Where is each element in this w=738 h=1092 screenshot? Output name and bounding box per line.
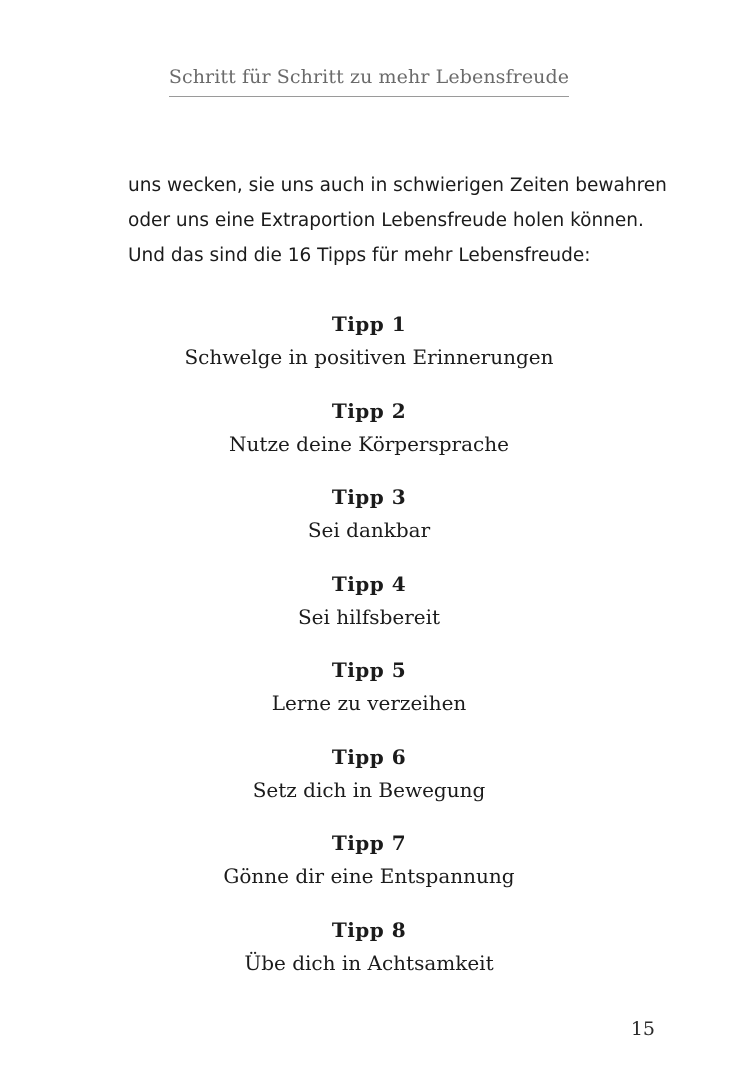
intro-line: oder uns eine Extraportion Lebensfreude holen können. xyxy=(128,210,644,231)
running-header-title: Schritt für Schritt zu mehr Lebensfreude xyxy=(169,66,569,97)
tip-text: Gönne dir eine Entspannung xyxy=(223,864,515,888)
tip-item xyxy=(0,394,738,481)
running-header xyxy=(0,66,738,97)
tip-title: Tipp 2 xyxy=(331,398,407,423)
intro-paragraph xyxy=(128,168,688,273)
tip-title: Tipp 4 xyxy=(331,571,407,596)
tip-title: Tipp 8 xyxy=(331,917,407,942)
tip-title: Tipp 5 xyxy=(331,658,407,682)
tip-title: Tipp 6 xyxy=(331,744,407,769)
tip-text: Sei dankbar xyxy=(307,518,431,542)
tip-text: Schwelge in positiven Erinnerungen xyxy=(184,345,554,369)
tip-item xyxy=(0,653,738,740)
tip-text: Lerne zu verzeihen xyxy=(271,691,467,715)
tip-title: Tipp 1 xyxy=(331,312,407,336)
tip-item xyxy=(0,740,738,827)
tip-item xyxy=(0,480,738,567)
tip-text: Nutze deine Körpersprache xyxy=(229,431,509,456)
tip-title: Tipp 7 xyxy=(331,831,407,855)
intro-line: uns wecken, sie uns auch in schwierigen Zeiten bewahren xyxy=(128,175,667,196)
tip-item xyxy=(0,826,738,913)
tip-title: Tipp 3 xyxy=(331,485,407,509)
tip-text: Übe dich in Achtsamkeit xyxy=(244,950,494,975)
tips-list xyxy=(0,307,738,999)
tip-item xyxy=(0,567,738,654)
page-number: 15 xyxy=(630,1018,655,1040)
tip-text: Sei hilfsbereit xyxy=(297,604,441,629)
tip-text: Setz dich in Bewegung xyxy=(252,777,486,802)
tip-item xyxy=(0,913,738,1000)
intro-line: Und das sind die 16 Tipps für mehr Lebensfreude: xyxy=(128,245,591,266)
tip-item xyxy=(0,307,738,394)
